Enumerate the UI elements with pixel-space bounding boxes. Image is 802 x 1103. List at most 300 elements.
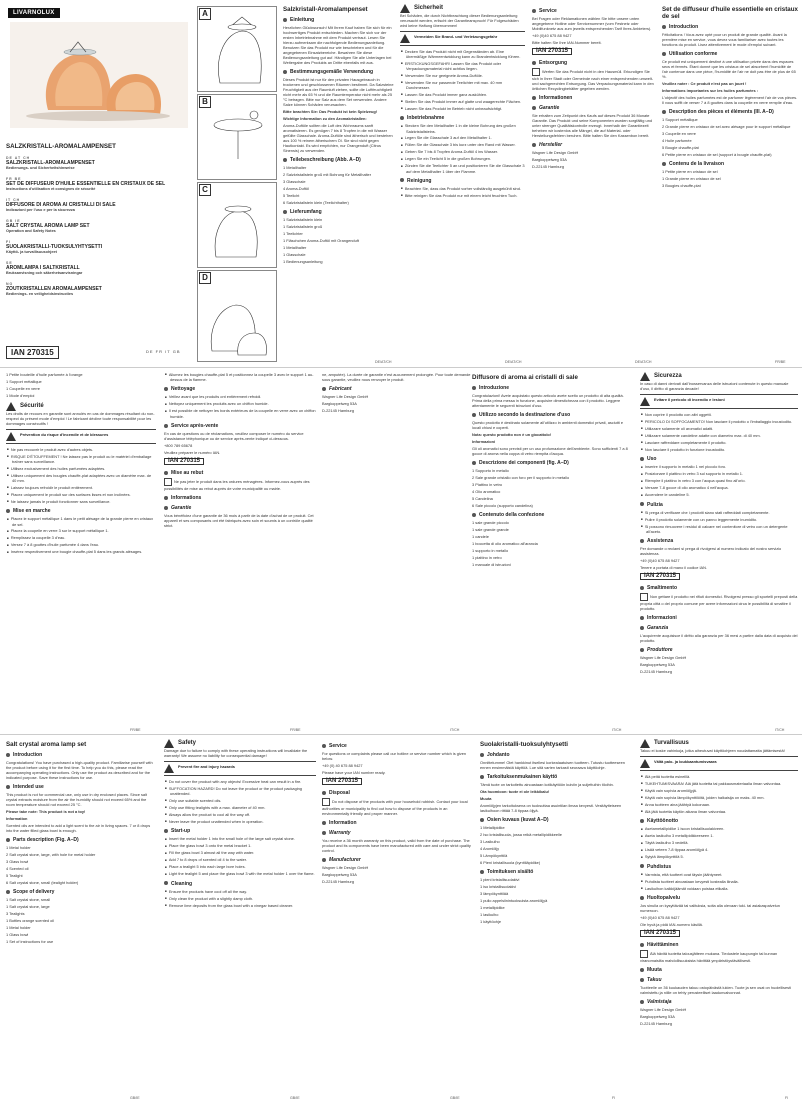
fr-start-step: ■ Versez 7 à 8 gouttes d'huile parfumée 4 dans l'eau. xyxy=(12,542,156,547)
fr-safety-item: ■ Utilisez exclusivement des huiles parfumées adaptées. xyxy=(12,466,156,471)
bullet-dot-icon xyxy=(164,881,168,885)
bullet-dot-icon xyxy=(400,178,404,182)
figure-b-label: B xyxy=(199,96,211,108)
bullet-dot-icon xyxy=(322,744,326,748)
fr-start-step: ■ Remplissez la coupelle 3 d'eau. xyxy=(12,535,156,540)
fi-scope-heading: Toimituksen sisältö xyxy=(480,869,630,875)
it-use2-heading: Uso xyxy=(640,456,798,462)
fr-clean-heading: Nettoyage xyxy=(164,386,316,392)
gb-manufacturer-line: D-22145 Hamburg xyxy=(322,879,355,884)
fi-ian-note: Ole hyvä ja pidä IAN-numero käsillä. xyxy=(640,922,703,928)
product-photo xyxy=(10,22,188,128)
it-safety-text: In caso di danni derivati dall'inosservanza delle istruzioni contenute in questo manuale d'uso, il diritto di garanzia decade! xyxy=(640,381,789,391)
page-row-1 xyxy=(0,0,802,367)
gb-info-heading-2: Information xyxy=(322,820,472,826)
de-safety-item: ■ Stellen Sie das Produkt immer auf glatte und waagerechte Flächen. xyxy=(406,99,525,104)
gb-manufacturer-line: Wagner Life Design GmbH xyxy=(322,865,369,870)
fi-scope-item: 1 pieni kristallisuolakivi xyxy=(480,877,520,882)
fr-start-step: ■ Placez le support métallique 1 dans le petit alésage de la grande pierre en cristaux de sel. xyxy=(12,516,156,526)
recycle-icon xyxy=(532,68,540,76)
de-info-text: Aroma-Duftöle sollten die Luft des Wohnraums sanft aromatisieren. Es genügen 7 bis 8 Tropfen in die mit Wasser gefüllte Glasschale. Aroma-Duftöle sind ätherisch und bestehen aus 100 % reinem ätherischem Öl. Sie sind nicht gegen Hautkontakt. Es wird empfohlen, nur Orangenduft (Citrus Sinensis) zu verwenden. xyxy=(283,123,393,153)
figure-column xyxy=(197,6,277,360)
recycle-icon xyxy=(164,478,172,486)
cover-main-title: SALZKRISTALL-AROMALAMPENSET xyxy=(6,143,116,150)
fr-warranty-text: Vous bénéficiez d'une garantie de 36 mois à partir de la date d'achat de ce produit. Cet appareil et ses composants ont été fabriqués avec soin et soumis à un contrôle qualité strict. xyxy=(164,512,314,528)
gb-start-step: ■ Insert the metal holder 1 into the small hole of the large salt crystal stone. xyxy=(170,836,316,841)
it-safety-item: ■ Non coprire il prodotto con altri oggetti. xyxy=(646,412,798,417)
figure-a xyxy=(197,6,277,92)
gb-warranty-text: You receive a 36 month warranty on this product, valid from the date of purchase. The product and its components have been manufactured with care and under strict quality control. xyxy=(322,838,471,853)
fi-start-step: ■ Täytä lasikulho 3 vedellä. xyxy=(646,840,798,845)
it-title: Diffusore di aroma ai cristalli di sale xyxy=(472,374,578,381)
gb-warning-box: Prevent fire and injury hazards xyxy=(164,761,316,776)
de-intro-text: Herzlichen Glückwunsch! Mit Ihrem Kauf haben Sie sich für ein hochwertiges Produkt entschieden. Machen Sie sich vor der ersten Inbetriebnahme mit dem Produkt vertraut. Lesen Sie hierzu aufmerksam die nachfolgende Bedienungsanleitung. Benutzen Sie das Produkt nur wie beschrieben und für die angegebenen Einsatzbereiche. Bewahren Sie diese Bedienungsanleitung gut auf. Händigen Sie alle Unterlagen bei Weitergabe des Produkts an Dritte ebenfalls mit aus. xyxy=(283,25,392,65)
bullet-dot-icon xyxy=(640,616,644,620)
fi-info-text: Aromiöljyjen tarkoituksena on tuoksuttaa asuintilan ilmaa kevyesti. Vesitäytteiseen lasikulhoon riittää 7-8 tippaa öljyä. xyxy=(480,803,622,813)
it-clean-heading: Pulizia xyxy=(640,502,798,508)
fi-scope-item: 1 metallipidike xyxy=(480,905,505,910)
bullet-dot-icon xyxy=(532,61,536,65)
gb-parts-heading: Parts description (Fig. A–D) xyxy=(6,837,156,843)
it-parts-heading: Descrizione dei componenti (fig. A–D) xyxy=(472,460,632,466)
de-service-heading: Service xyxy=(532,8,656,14)
fr-warranty-text-cont: ne, amputée). La durée de garantie n'est aucunement prolongée. Pour toute demande sous garantie, veuillez nous renvoyer le produit. xyxy=(322,372,471,382)
fr-title: Set de diffuseur d'huile essentielle en cristaux de sel xyxy=(662,6,798,20)
bullet-dot-icon xyxy=(322,387,326,391)
bullet-dot-icon xyxy=(662,25,666,29)
fr-parts-heading: Description des pièces et éléments (Ill. A–D) xyxy=(662,109,798,115)
fi-safety-text: Takuu ei koske vahinkoja, jotka aiheutuvat käyttöohjeen noudattamatta jättämisestä! xyxy=(640,748,785,753)
de-scope-item: 1 Glasschale xyxy=(283,252,306,257)
fr-scope-heading: Contenu de la livraison xyxy=(662,161,798,167)
cover-lang-nl: NO ZOUTKRISTALLEN AROMALAMPENSET Bedienings- en veiligheidsinstructies xyxy=(6,282,102,296)
bullet-dot-icon xyxy=(480,775,484,779)
it-manufacturer-line: Bargkoppelweg 53A xyxy=(640,662,675,668)
fr-info-text: L'objectif des huiles parfumées est de parfumer légèrement l'air de vos pièces. Il vous suffit de verser 7 à 8 gouttes dans la coupelle en verre remplie d'eau. xyxy=(662,95,798,105)
de-disposal-heading: Entsorgung xyxy=(532,60,656,66)
warning-triangle-icon xyxy=(164,764,174,773)
fi-title: Suolakristalli-tuoksulyhtysetti xyxy=(480,741,569,748)
it-warranty-heading: Garanzia xyxy=(640,625,798,631)
it-use-step: ■ Posizionare il piattino in vetro 3 sul supporto in metallo 1. xyxy=(646,471,798,476)
de-column-3 xyxy=(532,4,656,353)
bullet-dot-icon xyxy=(640,819,644,823)
cover-title-list xyxy=(6,143,190,297)
fi-safety-item: ■ Älä jätä tuotetta käytön aikana ilman valvontaa. xyxy=(646,809,798,814)
gb-scope-item: 1 Salt crystal stone, large xyxy=(6,904,50,909)
recycle-icon xyxy=(640,950,648,958)
page-footer: IT/CH xyxy=(612,728,622,732)
it-safety-item: ■ PERICOLO DI SOFFOCAMENTO! Non lasciare il prodotto o l'imballaggio incustodito. xyxy=(646,419,798,424)
page-footer: IT/CH xyxy=(775,728,785,732)
fi-part: 4 Aromiöljy xyxy=(480,846,500,851)
it-assist-phone: +49 (0)40 675 88 9427 xyxy=(640,558,680,564)
brand-logo: LIVARNOLUX xyxy=(8,8,60,18)
de-info-section-heading: Informationen xyxy=(532,95,656,101)
fi-clean-heading: Puhdistus xyxy=(640,864,798,870)
it-use-step: ■ Riempire il piattino in vetro 3 con l'acqua quasi fino all'orlo. xyxy=(646,478,798,483)
cover-lang-gb: GB IE SALT CRYSTAL AROMA LAMP SET Operation and Safety Notes xyxy=(6,219,90,233)
fr-manufacturer-line: Wagner Life Design GmbH xyxy=(322,394,369,399)
gb-safety-item: ■ Only use suitable scented oils. xyxy=(170,798,316,803)
bullet-dot-icon xyxy=(283,70,287,74)
gb-scope-item: 1 Metal holder xyxy=(6,925,31,930)
it-info-text: Gli oli aromatici sono previsti per un uso profumazione dell'ambiente. Sono sufficienti 7 a 8 gocce di aroma nella coppa di vetro riempita d'acqua. xyxy=(472,446,628,456)
fi-start-heading: Käyttöönotto xyxy=(640,818,798,824)
recycle-icon xyxy=(322,798,330,806)
fi-disposal-text: Älä hävitä tuotetta talousjätteen mukana. Tiedustele kaupungin tai kunnan viranomaisilta mahdollisuuksista hävittää ympäristöystävällisesti. xyxy=(640,951,778,964)
it-safety-heading: Sicurezza xyxy=(654,373,682,379)
fi-manufacturer-line: D-22145 Hamburg xyxy=(640,1021,673,1027)
fr-part: 2 Grande pierre en cristaux de sel avec alésage pour le support métallique xyxy=(662,124,791,129)
it-disposal-text: Non gettare il prodotto nei rifiuti domestici. Rivolgersi presso gli sportelli preposti della propria città o del proprio comune per avere informazioni circa le possibilità di smaltire il prodotto. xyxy=(640,594,798,612)
bullet-dot-icon xyxy=(6,509,10,513)
gb-part: 3 Glass bowl xyxy=(6,859,29,864)
gb-disposal-heading: Disposal xyxy=(322,790,472,796)
gb-safety-item: ■ Never leave the product unattended when in operation. xyxy=(170,819,316,824)
warning-triangle-icon xyxy=(640,372,650,381)
page-footer: FR/BE xyxy=(130,728,141,732)
fr-part: 6 Petite pierre en cristaux de sel (support à bougie chauffe-plat) xyxy=(662,152,772,157)
fi-scope-item: 1 iso kristallisuolakivi xyxy=(480,884,517,889)
gb-manufacturer-line: Bargkoppelweg 53A xyxy=(322,872,357,877)
bullet-dot-icon xyxy=(640,539,644,543)
it-safety-item: ■ Utilizzare solamente oli aromatici adatti. xyxy=(646,426,798,431)
fi-use-text: Tämä tuote on tarkoitettu ainoastaan kotikäyttöön kuiviin ja suljettuihin tiloihin. xyxy=(480,782,614,787)
fr-warranty-heading: Garantie xyxy=(164,505,316,511)
it-scope-item: 1 piattino in vetro xyxy=(472,555,502,560)
bullet-dot-icon xyxy=(322,858,326,862)
fr-note: Veuillez noter : Ce produit n'est pas un jouet ! xyxy=(662,81,747,86)
fr-safety-item: ■ RISQUE D'ÉTOUFFEMENT ! Ne laissez pas le produit ou le matériel d'emballage traîner sans surveillance. xyxy=(12,454,156,464)
it-safety-item: ■ Utilizzare solamente candeline adatte con diametro max. di 40 mm. xyxy=(646,433,798,438)
warning-triangle-icon xyxy=(640,759,650,768)
warning-triangle-icon xyxy=(6,402,16,411)
it-intro-heading: Introduzione xyxy=(472,385,632,391)
it-part: 1 Supporto in metallo xyxy=(472,468,509,473)
gb-scope-item: 1 Set of instructions for use xyxy=(6,939,54,944)
gb-info-text: Scented oils are intended to add a light scent to the air in living spaces. 7 or 8 drops into the water filled glass bowl is enough. xyxy=(6,823,151,833)
fi-safety-item: ■ TUKEHTUMISVAARA! Älä jätä tuotetta tai pakkausmateriaalia ilman valvontaa. xyxy=(646,781,798,786)
fr-info-section-heading: Informations xyxy=(164,495,316,501)
bullet-dot-icon xyxy=(662,162,666,166)
de-scope-item: 1 Salzkristallstein klein xyxy=(283,217,323,222)
it-part: 4 Olio aromatico xyxy=(472,489,501,494)
bullet-dot-icon xyxy=(164,387,168,391)
figure-c xyxy=(197,182,277,268)
fr-column-3 xyxy=(164,372,316,721)
fr-safety-item: ■ Laissez toujours refroidir le produit entièrement. xyxy=(12,485,156,490)
fr-ian-note: Veuillez préparer le numéro IAN. xyxy=(164,449,221,455)
gb-start-heading: Start-up xyxy=(164,828,316,834)
fi-clean-item: ■ Varmista, että tuotteet ovat täysin jäähtyneet. xyxy=(646,872,798,877)
fi-safety-heading: Turvallisuus xyxy=(654,740,689,746)
fi-warranty-heading: Takuu xyxy=(640,977,798,983)
fr-part: 4 Huile parfumée xyxy=(662,138,692,143)
it-column-3 xyxy=(640,372,798,721)
de-ian-note: Bitte halten Sie Ihre IAN-Nummer bereit. xyxy=(532,40,602,45)
bullet-dot-icon xyxy=(472,413,476,417)
de-manufacturer-line: D-22145 Hamburg xyxy=(532,164,565,169)
gb-scope-item: 3 Tealights xyxy=(6,911,25,916)
fr-manufacturer-heading: Fabricant xyxy=(322,386,472,392)
it-assist-text: Per domande o reclami si prega di rivolgersi al numero indicato del nostro servizio assistenza. xyxy=(640,546,782,557)
gb-service-text: For questions or complaints please call our hotline or service number which is given below. xyxy=(322,751,467,761)
bullet-dot-icon xyxy=(322,821,326,825)
gb-ian-tag: IAN 270315 xyxy=(322,778,362,785)
gb-safety-item: ■ Only use fitting tealights with a max. diameter of 40 mm. xyxy=(170,805,316,810)
page-footer: IT/CH xyxy=(450,728,460,732)
it-disposal-heading: Smaltimento xyxy=(640,585,798,591)
gb-column-3 xyxy=(322,739,472,1089)
fi-column-2 xyxy=(640,739,798,1089)
warning-triangle-icon xyxy=(400,34,410,43)
gb-disposal-text: Do not dispose of the products with your household rubbish. Contact your local authorities or municipality to find out how to dispose of the products in an environmentally friendly and proper manner. xyxy=(322,799,468,816)
it-info-heading-2: Informazioni xyxy=(640,615,798,621)
bullet-dot-icon xyxy=(532,96,536,100)
it-warning-box: Evitare il pericolo di incendio e lesioni xyxy=(640,394,798,409)
bullet-dot-icon xyxy=(472,386,476,390)
de-part: 6 Salzkristallstein klein (Teelichthalter) xyxy=(283,200,349,205)
bullet-dot-icon xyxy=(164,829,168,833)
fr-manufacturer-line: D-22145 Hamburg xyxy=(322,408,355,413)
it-ian-note: Tenere a portata di mano il codice IAN. xyxy=(640,565,708,571)
fr-part: 3 Coupelle en verre xyxy=(662,131,696,136)
de-safety-item: ■ Lassen Sie das Produkt im Betrieb nicht unbeaufsichtigt. xyxy=(406,106,525,111)
fr-safety-text: Les droits de recours en garantie sont annulés en cas de dommages résultant du non-respect du présent mode d'emploi ! Le fabricant décline toute responsabilité pour les dommages consécutifs ! xyxy=(6,411,155,426)
cover-page xyxy=(0,0,195,362)
fr-column-1 xyxy=(662,4,798,353)
cover-lang-fi: FI SUOLAKRISTALLI-TUOKSULYHTYSETTI Käyttö- ja turvallisuusohjeet xyxy=(6,240,103,254)
fi-intro-text: Onnittelumme! Olet hankkinut itsellesi korkealaatuisen tuotteen. Tutustu tuotteeseen ennen ensimmäistä käyttöä. Lue sitä varten tarkasti seuraava käyttöohje. xyxy=(480,760,625,770)
fr-use-heading: Utilisation conforme xyxy=(662,51,798,57)
it-part: 3 Piattino in vetro xyxy=(472,482,503,487)
fr-service-heading: Service après-vente xyxy=(164,423,316,429)
it-manufacturer-heading: Produttore xyxy=(640,647,798,653)
warning-triangle-icon xyxy=(400,4,410,13)
fr-start-step: ■ Allumez les bougies chauffe-plat 5 et positionnez la coupelle 3 avec le support 1 au-dessus de la flamme. xyxy=(170,372,316,382)
it-scope-item: 1 sale grande piccolo xyxy=(472,520,509,525)
de-start-step: ■ Geben Sie 7 bis 8 Tropfen Aroma-Duftöl 4 ins Wasser. xyxy=(406,149,525,154)
gb-part: 4 Scented oil xyxy=(6,866,29,871)
bullet-dot-icon xyxy=(480,870,484,874)
fi-column-1 xyxy=(480,739,630,1089)
it-scope-heading: Contenuto della confezione xyxy=(472,512,632,518)
de-start-step: ■ Stecken Sie den Metallhalter 1 in die kleine Bohrung des großen Salzkristallsteins. xyxy=(406,123,525,133)
de-clean-item: ■ Bitte reinigen Sie das Produkt nur mit einem leicht feuchten Tuch. xyxy=(406,193,525,198)
de-ian-tag: IAN 270315 xyxy=(532,48,572,55)
gb-service-phone: +49 (0) 40 675 88 9427 xyxy=(322,763,363,768)
fr-use-text: Ce produit est uniquement destiné à une utilisation privée dans des espaces secs et fermés. Étant donné que les cristaux de sel absorbent l'humidité de l'air contenue dans une pièce, l'humidité de l'air ne doit pas être de plus de 65 %. xyxy=(662,59,796,79)
bullet-dot-icon xyxy=(480,753,484,757)
gb-part: 5 Tealight xyxy=(6,873,23,878)
it-column-1 xyxy=(322,372,472,721)
gb-title: Salt crystal aroma lamp set xyxy=(6,741,87,748)
fi-clean-item: ■ Lasikulhon kalkkijäämät voidaan poistaa etikalla. xyxy=(646,886,798,891)
bullet-dot-icon xyxy=(164,506,168,510)
page-footer: DE/AT/CH xyxy=(375,360,392,364)
fr-scope-item: 1 Petite bouteille d'huile parfumée à l'orange xyxy=(6,372,83,377)
fr-warning-box: Prévention du risque d'incendie et de blessures xyxy=(6,429,156,444)
fr-safety-heading: Sécurité xyxy=(20,403,44,409)
bullet-dot-icon xyxy=(640,978,644,982)
gb-manufacturer-heading: Manufacturer xyxy=(322,857,472,863)
fr-safety-item: ■ Placez uniquement le produit sur des surfaces lisses et non inclinées. xyxy=(12,492,156,497)
it-info-heading: Informazioni xyxy=(472,439,496,444)
de-use-heading: Bestimmungsgemäße Verwendung xyxy=(283,69,395,75)
fi-ian-tag: IAN 270315 xyxy=(640,930,680,937)
fr-safety-item: ■ Ne pas recouvrir le produit avec d'autres objets. xyxy=(12,447,156,452)
fr-start-heading: Mise en marche xyxy=(6,508,156,514)
gb-clean-item: ■ Only clean the product with a slightly damp cloth. xyxy=(170,896,316,901)
fi-start-step: ■ Lisää veteen 7-8 tippaa aromiöljyä 4. xyxy=(646,847,798,852)
gb-safety-item: ■ Always allow the product to cool all the way off. xyxy=(170,812,316,817)
bullet-dot-icon xyxy=(640,1000,644,1004)
fi-safety-item: ■ Käytä vain sopivia aromiöljyjä. xyxy=(646,788,798,793)
de-scope-item: 1 Teelichter xyxy=(283,231,303,236)
fr-service-phone: +800 789 65678 xyxy=(164,442,193,448)
warning-triangle-icon xyxy=(164,739,174,748)
it-safety-item: ■ Non lasciare il prodotto in funzione incustodito. xyxy=(646,447,798,452)
fi-manufacturer-heading: Valmistaja xyxy=(640,999,798,1005)
fr-info-heading: Informations importantes sur les huiles parfumées : xyxy=(662,88,758,93)
de-part: 3 Glasschale xyxy=(283,179,306,184)
fr-column-2 xyxy=(6,372,156,721)
de-safety-heading: Sicherheit xyxy=(414,5,444,11)
bullet-dot-icon xyxy=(164,424,168,428)
bullet-dot-icon xyxy=(640,457,644,461)
gb-intro-heading: Introduction xyxy=(6,752,156,758)
bullet-dot-icon xyxy=(472,513,476,517)
fi-part: 1 Metallipidike xyxy=(480,825,505,830)
de-safety-item: ■ ERSTICKUNGSGEFAHR! Lassen Sie das Produkt oder Verpackungsmaterial nicht achtlos liegen. xyxy=(406,61,525,71)
gb-clean-item: ■ Remove lime deposits from the glass bowl with a vinegar based cleaner. xyxy=(170,903,316,908)
fi-part: 6 Pieni kristallisuola (kynttiläpidike) xyxy=(480,860,541,865)
it-assist-heading: Assistenza xyxy=(640,538,798,544)
de-scope-item: 1 Metallhalter xyxy=(283,245,307,250)
gb-clean-heading: Cleaning xyxy=(164,881,316,887)
fr-manufacturer-line: Bargkoppelweg 53A xyxy=(322,401,357,406)
it-column-2 xyxy=(472,372,632,721)
fi-start-step: ■ Aseta lasikulho 3 metallipidikkeeseen 1. xyxy=(646,833,798,838)
de-start-step: ■ Legen Sie die Glasschale 3 auf den Metallhalter 1. xyxy=(406,135,525,140)
bullet-dot-icon xyxy=(662,52,666,56)
fr-scope-item: 1 Coupelle en verre xyxy=(6,386,40,391)
fi-info-heading: Muuta xyxy=(480,796,492,801)
gb-intro-text: Congratulations! You have purchased a high-quality product. Familiarise yourself with the product before using it for the first time. To help you do this, please read the accompanying operating instructions. Only use the product as described and for the indicated purpose. Save these instructions for use. xyxy=(6,760,153,780)
cover-lang-it: IT CH DIFFUSORE DI AROMA AI CRISTALLI DI SALE Indicazioni per l'uso e per la sicurezza xyxy=(6,198,116,212)
bullet-dot-icon xyxy=(532,106,536,110)
bullet-dot-icon xyxy=(640,864,644,868)
fr-intro-text: Félicitations ! Vous avez opté pour un produit de grande qualité. Avant la première mise en service, vous devez vous familiariser avec toutes les fonctions du produit. Lisez attentivement le mode d'emploi suivant. xyxy=(662,32,787,47)
gb-part: 2 Salt crystal stone, large, with hole for metal holder xyxy=(6,852,96,857)
fi-scope-item: 1 lasikulho xyxy=(480,912,499,917)
cover-lang-fr: FR BE SET DE DIFFUSEUR D'HUILE ESSENTIELLE EN CRISTAUX DE SEL Instructions d'utilisation et consignes de sécurité xyxy=(6,177,166,191)
de-disposal-text: Werfen Sie das Produkt nicht in den Hausmüll. Erkundigen Sie sich in Ihrer Stadt oder Gemeinde nach einer entsprechenden umwelt- und sachgerechten Entsorgung. Das Verpackungsmaterial kann in den örtlichen Recyclingbehälter gegeben werden. xyxy=(532,69,654,91)
fr-part: 1 Support métallique xyxy=(662,117,698,122)
it-use-step: ■ Inserire il supporto in metallo 1 nel piccolo foro. xyxy=(646,464,798,469)
page-footer: GB/IE xyxy=(290,1096,300,1100)
de-column-2 xyxy=(400,4,525,353)
fr-scope-item: 1 Grande pierre en cristaux de sel xyxy=(662,176,721,181)
fi-info-heading-2: Muuta xyxy=(640,967,798,973)
fr-scope-item: 1 Mode d'emploi xyxy=(6,393,35,398)
fi-safety-item: ■ Käytä vain sopivia lämpökynttilöitä, joiden halkaisija on maks. 40 mm. xyxy=(646,795,798,800)
de-start-heading: Inbetriebnahme xyxy=(400,115,525,121)
gb-warranty-heading: Warranty xyxy=(322,830,472,836)
fi-scope-item: 1 käyttöohje xyxy=(480,919,501,924)
fi-service-phone: +49 (0)40 675 88 9427 xyxy=(640,915,680,921)
fr-safety-item: ■ Ne laissez jamais le produit fonctionner sans surveillance. xyxy=(12,499,156,504)
gb-start-step: ■ Add 7 to 8 drops of scented oil 4 to the water. xyxy=(170,857,316,862)
it-use-step: ■ Accendere le candeline 5. xyxy=(646,492,798,497)
de-safety-item: ■ Lassen Sie das Produkt immer ganz auskühlen. xyxy=(406,92,525,97)
it-scope-item: 1 manuale di istruzioni xyxy=(472,562,511,567)
figure-d-drawing xyxy=(198,271,276,361)
gb-service-heading: Service xyxy=(322,743,472,749)
de-warranty-text: Sie erhalten zum Zeitpunkt des Kaufs auf dieses Produkt 36 Monate Garantie. Das Produkt und seine Komponenten wurden sorgfältig und unter strenger Qualitätskontrolle erzeugt. Innerhalb der Garantiezeit beheben wir kostenlos alle Mängel, die auf Material- oder Herstellungsfehlern beruhen. Bitte halten Sie den Kassenbon bereit. xyxy=(532,113,653,138)
gb-safety-item: ■ SUFFOCATION HAZARD! Do not leave the product or the product packaging unattended. xyxy=(170,786,316,796)
it-clean-item: ■ Si possono rimuovere i residui di calcare nel contenitore di vetro con un detergente all'aceto. xyxy=(646,524,798,534)
bullet-dot-icon xyxy=(532,143,536,147)
bullet-dot-icon xyxy=(640,968,644,972)
bullet-dot-icon xyxy=(480,818,484,822)
gb-part: 6 Salt crystal stone, small (tealight holder) xyxy=(6,880,79,885)
gb-start-step: ■ Place a tealight 5 into each large bore holes. xyxy=(170,864,316,869)
de-scope-heading: Lieferumfang xyxy=(283,209,395,215)
fi-part: 2 Iso kristallisuola, jossa reikä metallipidikkeelle xyxy=(480,832,562,837)
de-scope-item: 1 Bedienungsanleitung xyxy=(283,259,323,264)
gb-use-heading: Intended use xyxy=(6,784,156,790)
gb-safety-heading: Safety xyxy=(178,740,197,746)
figure-b xyxy=(197,94,277,180)
fi-service-heading: Huoltopalvelu xyxy=(640,895,798,901)
de-safety-intro: Bei Schäden, die durch Nichtbeachtung dieser Bedienungsanleitung verursacht werden, erlischt der Garantieanspruch! Für Folgeschäden wird keine Haftung übernommen! xyxy=(400,13,519,28)
page-footer: FR/BE xyxy=(290,728,301,732)
fi-manufacturer-line: Bargkoppelweg 53A xyxy=(640,1014,675,1020)
bullet-dot-icon xyxy=(164,496,168,500)
fi-safety-item: ■ Anna tuotteen aina jäähtyä kokonaan. xyxy=(646,802,798,807)
fr-start-step: ■ Insérez respectivement une bougie chauffe-plat 5 dans les grands alésages. xyxy=(12,549,156,554)
de-part: 2 Salzkristallstein groß mit Bohrung für Metallhalter xyxy=(283,172,372,177)
gb-scope-item: 1 Glass bowl xyxy=(6,932,29,937)
fi-scope-item: 1 pullo appelsiinintuoksuista aromiöljyä xyxy=(480,898,548,903)
bullet-dot-icon xyxy=(322,791,326,795)
fr-scope-item: 3 Bougies chauffe-plat xyxy=(662,183,701,188)
fr-clean-item: ■ Nettoyez uniquement les produits avec un chiffon humide. xyxy=(170,401,316,406)
bullet-dot-icon xyxy=(400,116,404,120)
de-warranty-heading: Garantie xyxy=(532,105,656,111)
de-service-text: Bei Fragen oder Reklamationen wählen Sie bitte unsere unten angegebene Hotline oder Servicenummer (vom Festnetz oder Mobilfunknetz aus zum jeweils entsprechenden Tarif Ihres Anbieters). xyxy=(532,16,652,31)
bullet-dot-icon xyxy=(532,9,536,13)
bullet-dot-icon xyxy=(640,896,644,900)
fi-use-heading: Tarkoituksenmukainen käyttö xyxy=(480,774,630,780)
fi-parts-heading: Osien kuvaus (kuvat A–D) xyxy=(480,817,630,823)
page-footer: FR/BE xyxy=(775,360,786,364)
page-footer: DE/AT/CH xyxy=(635,360,652,364)
de-safety-item: ■ Decken Sie das Produkt nicht mit Gegenständen ab. Eine übermäßige Wärmeentwicklung kann zu Brandentwicklung führen. xyxy=(406,49,525,59)
gb-column-1 xyxy=(6,739,156,1089)
de-part: 4 Aroma-Duftöl xyxy=(283,186,309,191)
it-intro-text: Congratulazioni! Avete acquistato questo articolo avete scelto un prodotto di alta qualità. Prima della prima messa in funzione, acquisire dimestichezza con il prodotto. Leggere attentamente le seguenti istruzioni d'uso. xyxy=(472,393,624,408)
it-clean-item: ■ Pulire il prodotto solamente con un panno leggermente inumidito. xyxy=(646,517,798,522)
cover-lang-de: DE AT CH SALZKRISTALL-AROMALAMPENSET Bedienungs- und Sicherheitshinweise xyxy=(6,156,95,170)
bullet-dot-icon xyxy=(283,18,287,22)
bullet-dot-icon xyxy=(640,502,644,506)
de-column-1 xyxy=(283,4,395,353)
fr-scope-item: 1 Support métallique xyxy=(6,379,42,384)
bullet-dot-icon xyxy=(640,586,644,590)
